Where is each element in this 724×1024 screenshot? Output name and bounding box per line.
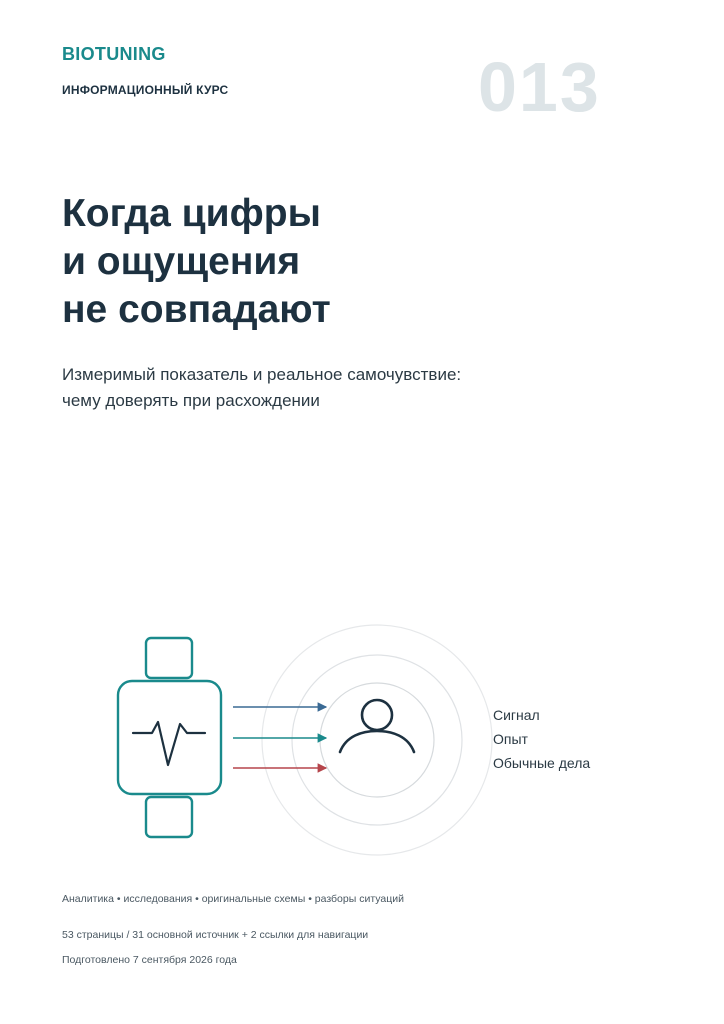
- title-line: не совпадают: [62, 288, 331, 331]
- footer-stats: 53 страницы / 31 основной источник + 2 ссылки для навигации: [62, 929, 369, 941]
- heartbeat-icon: [133, 722, 205, 765]
- footer-prepared-date: Подготовлено 7 сентября 2026 года: [62, 954, 237, 966]
- illustration-legend: [493, 703, 590, 775]
- subtitle-line: Измеримый показатель и реальное самочувствие:: [62, 365, 462, 384]
- cover-illustration: [0, 600, 724, 870]
- subtitle: [62, 362, 461, 414]
- footer-topics: Аналитика • исследования • оригинальные схемы • разборы ситуаций: [62, 893, 404, 905]
- course-label: ИНФОРМАЦИОННЫЙ КУРС: [62, 83, 229, 97]
- brand-name: BIOTUNING: [62, 44, 166, 64]
- legend-item-experience: Опыт: [493, 731, 528, 747]
- subtitle-line: чему доверять при расхождении: [62, 391, 320, 410]
- title-line: Когда цифры: [62, 192, 321, 235]
- legend-item-signal: Сигнал: [493, 707, 540, 723]
- person-icon: [340, 700, 414, 752]
- signal-rings: [262, 625, 492, 855]
- page-title: [62, 190, 331, 334]
- title-line: и ощущения: [62, 240, 301, 283]
- smartwatch-icon: [118, 638, 221, 837]
- legend-item-routine: Обычные дела: [493, 755, 591, 771]
- data-arrows: [233, 707, 326, 768]
- issue-number: 013: [478, 48, 601, 126]
